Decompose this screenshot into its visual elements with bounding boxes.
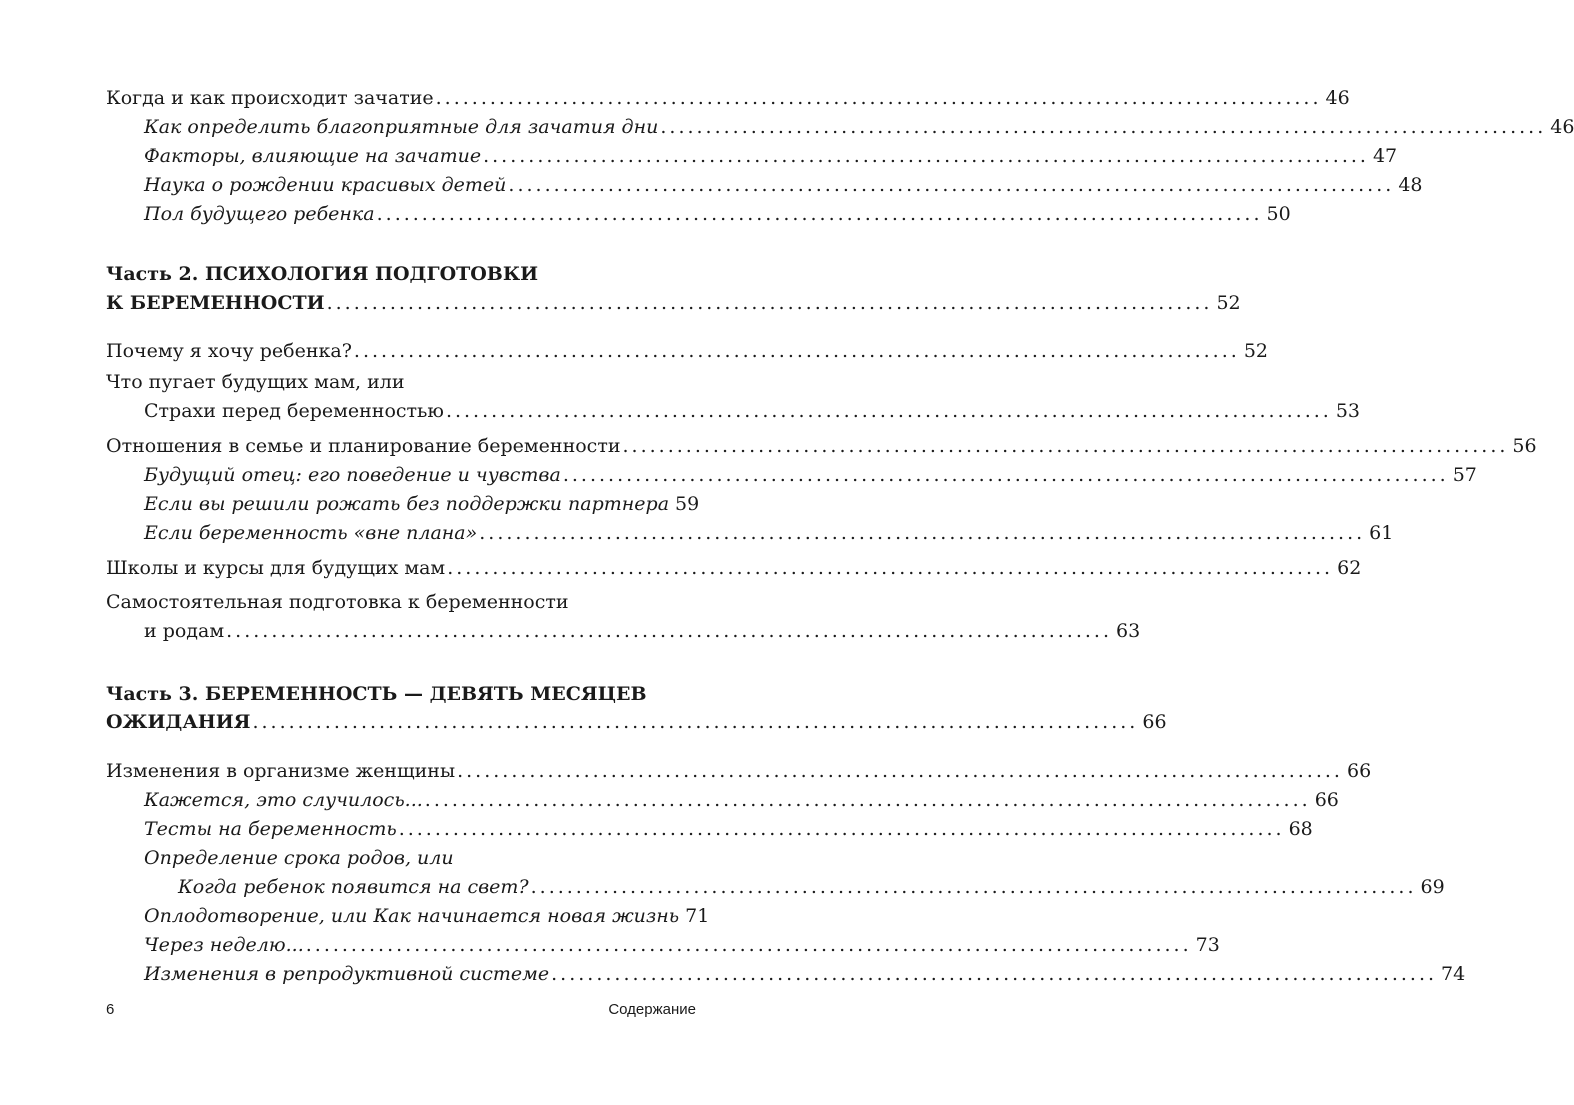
toc-entry-page: 74: [1441, 963, 1466, 985]
toc-entry-page: 46: [1550, 116, 1574, 138]
part-heading-line: Часть 3. БЕРЕМЕННОСТЬ — ДЕВЯТЬ МЕСЯЦЕВ: [106, 683, 647, 705]
toc-leader-dots: ..................................................................................................: [622, 435, 1509, 457]
toc-entry: [106, 115, 1574, 139]
toc-entry-page: 52: [1216, 292, 1241, 314]
toc-leader-dots: ..................................................................................................: [252, 711, 1139, 733]
toc-entry-title: Оплодотворение, или Как начинается новая жизнь: [144, 905, 680, 927]
toc-leader-dots: ..................................................................................................: [226, 620, 1113, 642]
toc-entry: [106, 144, 1398, 168]
toc-entry-page: 66: [1346, 760, 1372, 782]
toc-entry-line: Определение срока родов, или: [144, 847, 454, 869]
toc-entry-page: 63: [1116, 620, 1141, 642]
toc-entry-page: 66: [1314, 789, 1339, 811]
toc-entry: [106, 962, 1466, 986]
toc-entry: [106, 759, 1372, 783]
toc-leader-dots: ..................................................................................................: [376, 203, 1263, 225]
toc-leader-dots: ..................................................................................................: [445, 400, 1332, 422]
toc-entry-page: 46: [1325, 87, 1350, 109]
toc-entry: [106, 202, 1291, 226]
toc-entry-title: Тесты на беременность: [144, 818, 397, 840]
toc-entry: [106, 492, 700, 516]
toc-entry: [106, 173, 1423, 197]
toc-entry: [106, 399, 1361, 423]
toc-entry-title: Если вы решили рожать без поддержки партнера: [144, 493, 670, 515]
toc-leader-dots: ..................................................................................................: [305, 934, 1192, 956]
toc-entry-page: 69: [1420, 876, 1445, 898]
toc-entry: [106, 463, 1477, 487]
toc-entry-title: Когда и как происходит зачатие: [106, 87, 434, 109]
toc-entry-page: 53: [1335, 400, 1361, 422]
toc-entry-page: 56: [1512, 435, 1537, 457]
toc-entry: [106, 339, 1268, 363]
toc-entry-page: 59: [675, 493, 700, 515]
toc-entry-title: Почему я хочу ребенка?: [106, 340, 352, 362]
running-section-title: Содержание: [608, 1001, 696, 1018]
toc-entry-page: 47: [1372, 145, 1398, 167]
toc-entry: [106, 875, 1445, 899]
toc-leader-dots: ..................................................................................................: [551, 963, 1438, 985]
toc-entry-title: Кажется, это случилось...: [144, 789, 423, 811]
toc-entry-page: 68: [1288, 818, 1313, 840]
toc-entry-page: 52: [1243, 340, 1268, 362]
toc-leader-dots: ..................................................................................................: [483, 145, 1369, 167]
toc-leader-dots: ..................................................................................................: [435, 87, 1322, 109]
toc-entry-page: 71: [685, 905, 710, 927]
page-number: 6: [106, 1001, 115, 1018]
toc-entry-title: Отношения в семье и планирование беременности: [106, 435, 621, 457]
toc-entry-page: 48: [1398, 174, 1423, 196]
toc-leader-dots: ..................................................................................................: [353, 340, 1240, 362]
toc-entry-title: Изменения в организме женщины: [106, 760, 456, 782]
toc-entry-page: 57: [1452, 464, 1477, 486]
toc-entry-title: Школы и курсы для будущих мам: [106, 557, 446, 579]
toc-entry-part-heading: [106, 710, 1167, 734]
toc-entry: [106, 904, 710, 928]
toc-entry-line: Что пугает будущих мам, или: [106, 371, 405, 393]
toc-entry-title: К БЕРЕМЕННОСТИ: [106, 292, 325, 314]
toc-entry-title: Через неделю...: [144, 934, 304, 956]
toc-entry-title: Изменения в репродуктивной системе: [144, 963, 550, 985]
toc-entry: [106, 933, 1220, 957]
toc-entry-line: Самостоятельная подготовка к беременности: [106, 591, 569, 613]
toc-leader-dots: ..................................................................................................: [326, 292, 1213, 314]
toc-entry-title: Факторы, влияющие на зачатие: [144, 145, 482, 167]
toc-entry-title: Наука о рождении красивых детей: [144, 174, 507, 196]
toc-entry-title: Когда ребенок появится на свет?: [178, 876, 529, 898]
part-heading-line: Часть 2. ПСИХОЛОГИЯ ПОДГОТОВКИ: [106, 263, 539, 285]
toc-entry-page: 62: [1337, 557, 1362, 579]
toc-leader-dots: ..................................................................................................: [457, 760, 1343, 782]
toc-entry-page: 66: [1142, 711, 1167, 733]
toc-entry: [106, 434, 1537, 458]
toc-entry-title: Как определить благоприятные для зачатия дни: [144, 116, 659, 138]
toc-leader-dots: ..................................................................................................: [424, 789, 1311, 811]
toc-entry-title: и родам: [144, 620, 225, 642]
toc-leader-dots: ..................................................................................................: [508, 174, 1395, 196]
toc-leader-dots: ..................................................................................................: [530, 876, 1417, 898]
toc-entry-page: 50: [1266, 203, 1291, 225]
toc-leader-dots: ..................................................................................................: [479, 522, 1366, 544]
toc-entry: [106, 86, 1350, 110]
toc-entry-part-heading: [106, 291, 1241, 315]
toc-entry-title: Страхи перед беременностью: [144, 400, 444, 422]
page-footer: [106, 1000, 696, 1020]
toc-entry-title: Пол будущего ребенка: [144, 203, 375, 225]
toc-entry: [106, 817, 1313, 841]
toc-entry-title: Если беременность «вне плана»: [144, 522, 478, 544]
toc-entry-title: ОЖИДАНИЯ: [106, 711, 251, 733]
toc-entry: [106, 619, 1141, 643]
toc-entry: [106, 556, 1362, 580]
toc-leader-dots: ..................................................................................................: [660, 116, 1547, 138]
toc-entry-page: 61: [1369, 522, 1394, 544]
toc-leader-dots: ..................................................................................................: [447, 557, 1334, 579]
toc-leader-dots: ..................................................................................................: [562, 464, 1449, 486]
toc-entry-title: Будущий отец: его поведение и чувства: [144, 464, 561, 486]
toc-entry: [106, 788, 1339, 812]
toc-entry-page: 73: [1195, 934, 1220, 956]
toc-entry: [106, 521, 1394, 545]
toc-leader-dots: ..................................................................................................: [398, 818, 1285, 840]
